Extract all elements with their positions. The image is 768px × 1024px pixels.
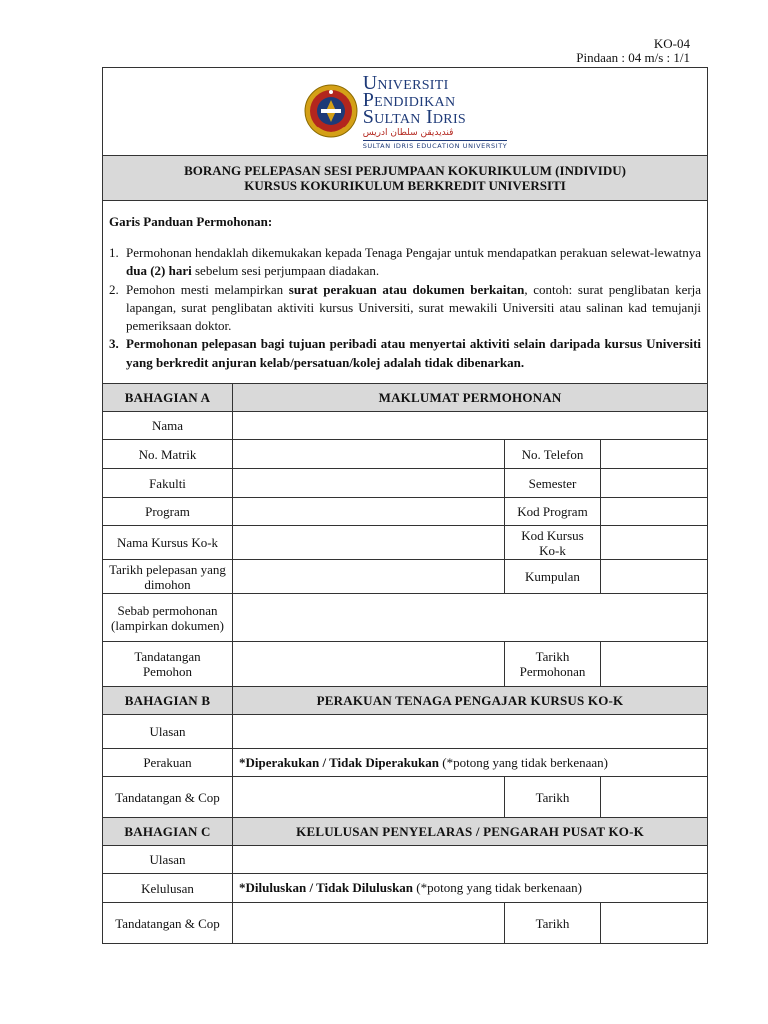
kod-kursus-label: Kod Kursus Ko-k: [505, 526, 601, 560]
tarikh-permohonan-label: Tarikh Permohonan: [505, 642, 601, 687]
no-telefon-field[interactable]: [601, 440, 708, 469]
ulasan-b-field[interactable]: [233, 715, 708, 749]
ulasan-b-label: Ulasan: [103, 715, 233, 749]
section-b-label: BAHAGIAN B: [103, 687, 233, 715]
tarikh-permohonan-field[interactable]: [601, 642, 708, 687]
guideline-bold-text: surat perakuan atau dokumen berkaitan: [288, 281, 525, 297]
program-field[interactable]: [233, 498, 505, 526]
guideline-text: Pemohon mesti melampirkan: [126, 281, 289, 297]
kod-kursus-field[interactable]: [601, 526, 708, 560]
guideline-text: , contoh: surat penglibatan kerja lapangan, surat penglibatan aktiviti kursus Universiti, surat mewakili Universiti atau salinan kad temujanji pemeriksaan doktor.: [126, 281, 702, 334]
perakuan-field[interactable]: [233, 749, 708, 777]
kelulusan-label: Kelulusan: [103, 874, 233, 903]
tarikh-c-field[interactable]: [601, 903, 708, 944]
semester-field[interactable]: [601, 469, 708, 498]
sebab-permohonan-label: Sebab permohonan (lampirkan dokumen): [103, 594, 233, 642]
form-title-line1: BORANG PELEPASAN SESI PERJUMPAAN KOKURIKULUM (INDIVIDU): [184, 163, 626, 178]
tarikh-pelepasan-label: Tarikh pelepasan yang dimohon: [103, 560, 233, 594]
guideline-text: Permohonan pelepasan bagi tujuan peribadi atau menyertai aktiviti selain daripada kursus Universiti yang berkredit anjuran kelab/persatuan/kolej adalah tidak dibenarkan.: [126, 336, 702, 370]
fakulti-field[interactable]: [233, 469, 505, 498]
nama-label: Nama: [103, 412, 233, 440]
kumpulan-field[interactable]: [601, 560, 708, 594]
tarikh-b-field[interactable]: [601, 777, 708, 818]
logo-english-name: SULTAN IDRIS EDUCATION UNIVERSITY: [362, 142, 508, 150]
semester-label: Semester: [505, 469, 601, 498]
section-c-title: KELULUSAN PENYELARAS / PENGARAH PUSAT KO-K: [233, 818, 708, 846]
ulasan-c-field[interactable]: [233, 846, 708, 874]
kod-program-label: Kod Program: [505, 498, 601, 526]
university-crest-icon: [303, 83, 359, 143]
kelulusan-options: *Diluluskan / Tidak Diluluskan: [239, 880, 414, 895]
tarikh-c-label: Tarikh: [505, 903, 601, 944]
revision-page-info: Pindaan : 04 m/s : 1/1: [576, 50, 690, 65]
kelulusan-field[interactable]: [233, 874, 708, 903]
logo-jawi-text: ڤنديديقن سلطان ادريس: [362, 128, 454, 138]
upsi-logo: [303, 72, 508, 150]
guideline-text: sebelum sesi perjumpaan diadakan.: [191, 263, 380, 279]
nama-kursus-field[interactable]: [233, 526, 505, 560]
tandatangan-c-field[interactable]: [233, 903, 505, 944]
logo-header: [103, 68, 708, 156]
guideline-item: [109, 281, 701, 336]
release-form: [102, 67, 708, 944]
form-title: [103, 156, 708, 201]
sebab-permohonan-field[interactable]: [233, 594, 708, 642]
ulasan-c-label: Ulasan: [103, 846, 233, 874]
guidelines-list: [109, 244, 701, 372]
form-title-line2: KURSUS KOKURIKULUM BERKREDIT UNIVERSITI: [244, 178, 566, 193]
guideline-number: 3.: [109, 336, 119, 352]
nama-kursus-label: Nama Kursus Ko-k: [103, 526, 233, 560]
kod-program-field[interactable]: [601, 498, 708, 526]
logo-line-universiti: Universiti: [362, 72, 449, 94]
tandatangan-pemohon-label: Tandatangan Pemohon: [103, 642, 233, 687]
kumpulan-label: Kumpulan: [505, 560, 601, 594]
tandatangan-c-label: Tandatangan & Cop: [103, 903, 233, 944]
tarikh-b-label: Tarikh: [505, 777, 601, 818]
tandatangan-pemohon-field[interactable]: [233, 642, 505, 687]
guideline-item: [109, 244, 701, 281]
tandatangan-b-field[interactable]: [233, 777, 505, 818]
tarikh-pelepasan-field[interactable]: [233, 560, 505, 594]
document-code: KO-04: [653, 36, 690, 51]
guideline-item: [109, 335, 701, 372]
section-a-label: BAHAGIAN A: [103, 384, 233, 412]
logo-line-pendidikan: Pendidikan: [362, 89, 456, 111]
perakuan-options: *Diperakukan / Tidak Diperakukan: [239, 754, 440, 770]
section-c-label: BAHAGIAN C: [103, 818, 233, 846]
fakulti-label: Fakulti: [103, 469, 233, 498]
no-matrik-label: No. Matrik: [103, 440, 233, 469]
perakuan-note: (*potong yang tidak berkenaan): [439, 754, 608, 770]
section-a-title: MAKLUMAT PERMOHONAN: [233, 384, 708, 412]
no-telefon-label: No. Telefon: [505, 440, 601, 469]
section-b-title: PERAKUAN TENAGA PENGAJAR KURSUS KO-K: [233, 687, 708, 715]
program-label: Program: [103, 498, 233, 526]
kelulusan-note: (*potong yang tidak berkenaan): [413, 880, 582, 895]
perakuan-label: Perakuan: [103, 749, 233, 777]
guidelines-heading: Garis Panduan Permohonan:: [109, 213, 273, 229]
guideline-bold-text: dua (2) hari: [126, 263, 192, 279]
guidelines-section: [103, 201, 708, 384]
tandatangan-b-label: Tandatangan & Cop: [103, 777, 233, 818]
guideline-number: 2.: [109, 281, 119, 297]
logo-line-sultan-idris: Sultan Idris: [362, 106, 466, 128]
nama-field[interactable]: [233, 412, 708, 440]
guideline-text: Permohonan hendaklah dikemukakan kepada Tenaga Pengajar untuk mendapatkan perakuan selewat-lewatnya: [126, 244, 702, 260]
no-matrik-field[interactable]: [233, 440, 505, 469]
guideline-number: 1.: [109, 244, 119, 260]
